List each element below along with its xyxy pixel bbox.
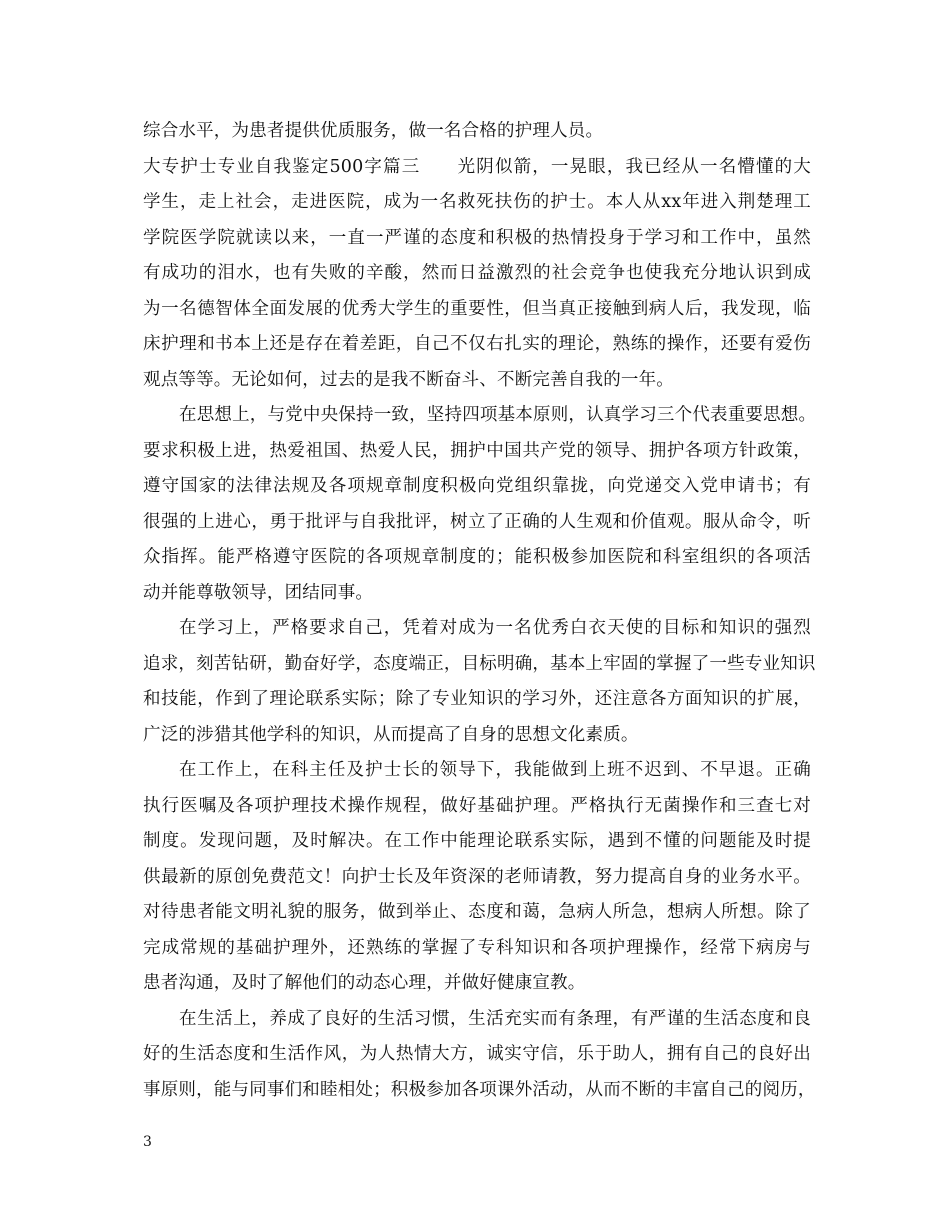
paragraph [143, 611, 816, 753]
text-line: 广泛的涉猎其他学科的知识，从而提高了自身的思想文化素质。 [143, 724, 639, 745]
text-line: 为一名德智体全面发展的优秀大学生的重要性，但当真正接触到病人后，我发现，临 [143, 298, 811, 319]
text-line: 学院医学院就读以来，一直一严谨的态度和积极的热情投身于学习和工作中，虽然 [143, 227, 811, 248]
text-line: 床护理和书本上还是存在着差距，自己不仅右扎实的理论，熟练的操作，还要有爱伤 [143, 334, 811, 354]
text-line: 对待患者能文明礼貌的服务，做到举止、态度和蔼，急病人所急，想病人所想。除了 [143, 902, 811, 922]
page-number: 3 [143, 1134, 152, 1150]
paragraph [143, 398, 817, 611]
text-line: 动并能尊敬领导，团结同事。 [143, 582, 374, 603]
text-line: 有成功的泪水，也有失败的辛酸，然而日益激烈的社会竞争也使我充分地认识到成 [143, 263, 811, 283]
text-line: 大专护士专业自我鉴定500字篇三 光阴似箭，一晃眼，我已经从一名懵懂的大 [143, 156, 811, 177]
document-body [143, 114, 817, 1108]
text-line: 完成常规的基础护理外，还熟练的掌握了专科知识和各项护理操作，经常下病房与 [143, 937, 811, 958]
text-line: 制度。发现问题，及时解决。在工作中能理论联系实际，遇到不懂的问题能及时提 [143, 831, 811, 851]
text-line: 供最新的原创免费范文！向护士长及年资深的老师请教，努力提高自身的业务水平。 [143, 866, 811, 887]
text-line: 追求，刻苦钻研，勤奋好学，态度端正，目标明确，基本上牢固的掌握了一些专业知识 [143, 653, 816, 674]
text-line: 众指挥。能严格遵守医院的各项规章制度的；能积极参加医院和科室组织的各项活 [143, 547, 811, 567]
text-line: 很强的上进心，勇于批评与自我批评，树立了正确的人生观和价值观。服从命令，听 [143, 511, 811, 532]
text-line: 执行医嘱及各项护理技术操作规程，做好基础护理。严格执行无菌操作和三查七对 [143, 795, 811, 816]
paragraph [143, 114, 811, 150]
text-line: 在学习上，严格要求自己，凭着对成为一名优秀白衣天使的目标和知识的强烈 [179, 618, 811, 638]
text-line: 要求积极上进，热爱祖国、热爱人民，拥护中国共产党的领导、拥护各项方针政策， [143, 440, 811, 461]
text-line: 在思想上，与党中央保持一致，坚持四项基本原则，认真学习三个代表重要思想。 [179, 405, 817, 425]
text-line: 在生活上，养成了良好的生活习惯，生活充实而有条理，有严谨的生活态度和良 [179, 1008, 811, 1029]
text-line: 和技能，作到了理论联系实际；除了专业知识的学习外，还注意各方面知识的扩展， [143, 689, 811, 709]
text-line: 患者沟通，及时了解他们的动态心理，并做好健康宣教。 [143, 973, 586, 993]
text-line: 综合水平，为患者提供优质服务，做一名合格的护理人员。 [143, 121, 604, 141]
text-line: 遵守国家的法律法规及各项规章制度积极向党组织靠拢，向党递交入党申请书；有 [143, 476, 811, 496]
text-line: 在工作上，在科主任及护士长的领导下，我能做到上班不迟到、不早退。正确 [179, 760, 811, 780]
paragraph [143, 753, 811, 1002]
text-line: 观点等等。无论如何，过去的是我不断奋斗、不断完善自我的一年。 [143, 369, 674, 390]
text-line: 学生，走上社会，走进医院，成为一名救死扶伤的护士。本人从xx年进入荆楚理工 [143, 192, 811, 212]
text-line: 事原则，能与同事们和睦相处；积极参加各项课外活动，从而不断的丰富自己的阅历， [143, 1079, 816, 1100]
paragraph [143, 150, 811, 399]
text-line: 好的生活态度和生活作风，为人热情大方，诚实守信，乐于助人，拥有自己的良好出 [143, 1044, 811, 1064]
paragraph [143, 1002, 816, 1109]
